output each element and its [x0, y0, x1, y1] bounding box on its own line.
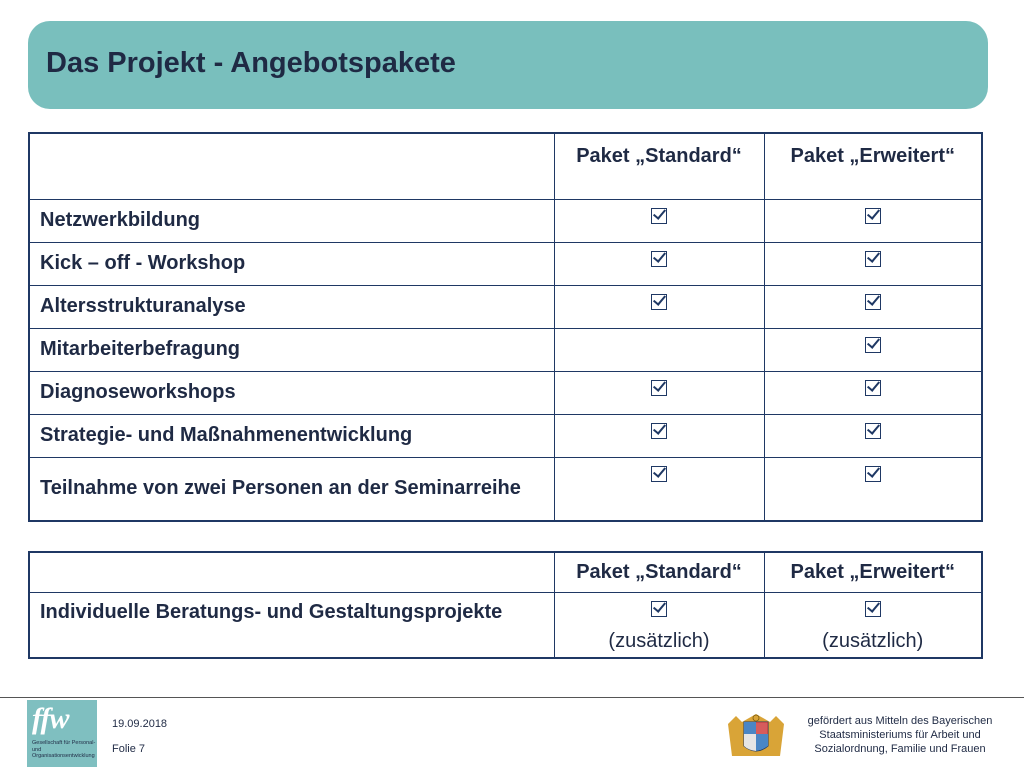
table-row	[29, 242, 982, 285]
note-additional: (zusätzlich)	[822, 629, 924, 652]
row-label: Netzwerkbildung	[29, 199, 554, 242]
checkbox-checked-icon	[865, 466, 881, 482]
cell-erweitert	[764, 457, 982, 521]
checkbox-checked-icon	[865, 380, 881, 396]
header-erweitert: Paket „Erweitert“	[764, 133, 982, 199]
row-label: Strategie- und Maßnahmenentwicklung	[29, 414, 554, 457]
checkbox-checked-icon	[651, 294, 667, 310]
table-row	[29, 414, 982, 457]
note-additional: (zusätzlich)	[608, 629, 710, 652]
checkbox-checked-icon	[865, 601, 881, 617]
checkbox-checked-icon	[651, 466, 667, 482]
checkbox-checked-icon	[865, 208, 881, 224]
row-label: Teilnahme von zwei Personen an der Seminarreihe	[29, 457, 554, 521]
checkbox-checked-icon	[865, 294, 881, 310]
header-empty-cell	[29, 552, 554, 592]
checkbox-checked-icon	[651, 601, 667, 617]
funding-note: gefördert aus Mitteln des Bayerischen Staatsministeriums für Arbeit und Sozialordnung, Familie und Frauen	[807, 715, 993, 755]
cell-standard	[554, 328, 764, 371]
bavarian-coat-of-arms-icon	[720, 712, 792, 760]
title-bar	[28, 21, 988, 109]
table-header-row	[29, 552, 982, 592]
slide-title: Das Projekt - Angebotspakete	[46, 47, 456, 79]
cell-standard	[554, 199, 764, 242]
header-standard: Paket „Standard“	[554, 552, 764, 592]
cell-standard	[554, 457, 764, 521]
row-label: Kick – off - Workshop	[29, 242, 554, 285]
header-standard: Paket „Standard“	[554, 133, 764, 199]
checkbox-checked-icon	[865, 423, 881, 439]
checkbox-checked-icon	[865, 251, 881, 267]
checkbox-checked-icon	[651, 380, 667, 396]
cell-erweitert	[764, 592, 982, 658]
cell-erweitert	[764, 285, 982, 328]
cell-erweitert	[764, 328, 982, 371]
table-header-row	[29, 133, 982, 199]
cell-standard	[554, 371, 764, 414]
cell-standard	[554, 414, 764, 457]
table-row	[29, 457, 982, 521]
header-erweitert: Paket „Erweitert“	[764, 552, 982, 592]
table-row	[29, 371, 982, 414]
table-row	[29, 199, 982, 242]
checkbox-checked-icon	[651, 423, 667, 439]
table-row	[29, 285, 982, 328]
package-table	[28, 132, 983, 522]
cell-erweitert	[764, 414, 982, 457]
header-empty-cell	[29, 133, 554, 199]
cell-standard	[554, 592, 764, 658]
additional-package-table	[28, 551, 983, 659]
slide-date: 19.09.2018	[112, 718, 168, 730]
table-row	[29, 328, 982, 371]
slide-number: Folie 7	[112, 743, 146, 755]
cell-standard	[554, 285, 764, 328]
cell-erweitert	[764, 199, 982, 242]
logo-wordmark: ffw	[32, 702, 69, 735]
row-label: Mitarbeiterbefragung	[29, 328, 554, 371]
row-label: Diagnoseworkshops	[29, 371, 554, 414]
row-label: Altersstrukturanalyse	[29, 285, 554, 328]
cell-erweitert	[764, 242, 982, 285]
checkbox-checked-icon	[651, 251, 667, 267]
checkbox-checked-icon	[651, 208, 667, 224]
row-label: Individuelle Beratungs- und Gestaltungsprojekte	[29, 592, 554, 658]
logo-subtitle: Gesellschaft für Personal- und Organisationsentwicklung	[32, 740, 96, 759]
cell-erweitert	[764, 371, 982, 414]
ffw-logo	[27, 700, 97, 767]
footer-divider	[0, 697, 1024, 698]
table-row	[29, 592, 982, 658]
checkbox-checked-icon	[865, 337, 881, 353]
cell-standard	[554, 242, 764, 285]
